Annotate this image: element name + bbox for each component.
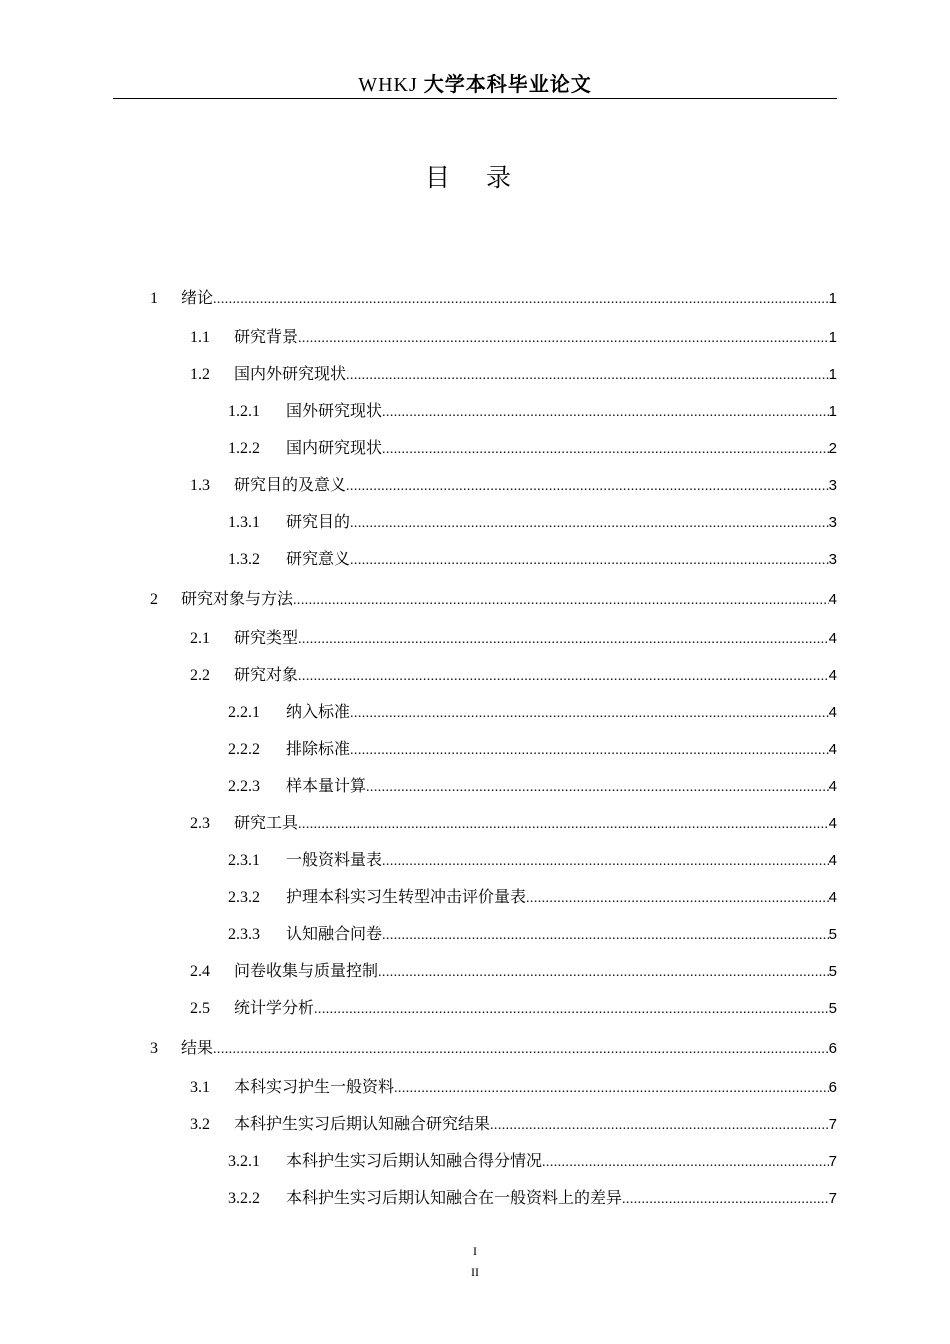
toc-leader — [382, 850, 829, 874]
toc-entry[interactable] — [228, 737, 837, 761]
toc-entry-number: 2.5 — [190, 1000, 210, 1017]
toc-entry[interactable] — [190, 1112, 837, 1136]
toc-entry-number: 1.3 — [190, 477, 210, 494]
toc-leader — [213, 1038, 829, 1062]
toc-entry-number: 3 — [150, 1040, 158, 1057]
toc-entry-title: 研究工具 — [234, 813, 299, 832]
toc-entry[interactable] — [190, 959, 837, 983]
toc-entry-title: 本科护生实习后期认知融合研究结果 — [234, 1114, 491, 1133]
toc-entry-page: 4 — [828, 815, 837, 832]
toc-entry-title: 本科护生实习后期认知融合得分情况 — [286, 1151, 543, 1170]
toc-entry-number: 2.2.2 — [228, 741, 260, 758]
toc-entry-title: 本科实习护生一般资料 — [234, 1077, 395, 1096]
toc-entry-number: 3.2.2 — [228, 1190, 260, 1207]
toc-entry-title: 研究对象与方法 — [181, 589, 294, 608]
toc-entry-number: 2.3.2 — [228, 889, 260, 906]
toc-entry[interactable] — [190, 325, 837, 349]
toc-entry-title: 研究目的及意义 — [234, 475, 347, 494]
toc-entry-number: 2.2 — [190, 667, 210, 684]
page-number: I — [473, 1244, 477, 1258]
toc-leader — [314, 998, 829, 1022]
toc-entry[interactable] — [190, 362, 837, 386]
toc-leader — [382, 438, 829, 462]
toc-title: 目 录 — [425, 163, 525, 192]
toc-entry[interactable] — [228, 885, 837, 909]
toc-entry-number: 2.3 — [190, 815, 210, 832]
header-latin: WHKJ — [358, 74, 424, 96]
toc-entry[interactable] — [190, 626, 837, 650]
toc-entry-page: 5 — [828, 1000, 837, 1017]
toc-entry[interactable] — [228, 700, 837, 724]
toc-entry-title: 研究意义 — [286, 549, 351, 568]
toc-entry-number: 1.3.1 — [228, 514, 260, 531]
toc-leader — [542, 1151, 829, 1175]
toc-leader — [394, 1077, 829, 1101]
toc-leader — [346, 364, 829, 388]
toc-entry-title: 样本量计算 — [286, 776, 367, 795]
toc-entry-title: 研究类型 — [234, 628, 299, 647]
toc-entry[interactable] — [150, 1036, 837, 1060]
toc-entry[interactable] — [190, 996, 837, 1020]
toc-leader — [298, 327, 829, 351]
toc-entry-number: 1.2.2 — [228, 440, 260, 457]
toc-entry-number: 1.2.1 — [228, 403, 260, 420]
toc-entry-number: 1.3.2 — [228, 551, 260, 568]
toc-entry-page: 4 — [828, 889, 837, 906]
toc-entry-number: 1.2 — [190, 366, 210, 383]
page-number-secondary: II — [471, 1265, 479, 1279]
toc-entry-page: 1 — [828, 329, 837, 346]
toc-entry-number: 1 — [150, 290, 158, 307]
toc-entry-title: 认知融合问卷 — [286, 924, 383, 943]
toc-entry-page: 3 — [828, 551, 837, 568]
toc-entry-page: 7 — [828, 1116, 837, 1133]
toc-entry-page: 5 — [828, 963, 837, 980]
header-title: 大学本科毕业论文 — [423, 72, 592, 96]
toc-entry[interactable] — [228, 436, 837, 460]
toc-entry-title: 国内研究现状 — [286, 438, 383, 457]
toc-entry-title: 研究背景 — [234, 327, 299, 346]
toc-entry-page: 7 — [828, 1153, 837, 1170]
toc-entry-title: 问卷收集与质量控制 — [234, 961, 379, 980]
toc-entry-number: 2.3.3 — [228, 926, 260, 943]
toc-entry[interactable] — [228, 547, 837, 571]
toc-leader — [350, 702, 829, 726]
toc-leader — [526, 887, 829, 911]
toc-entry-number: 3.2.1 — [228, 1153, 260, 1170]
toc-leader — [382, 401, 829, 425]
toc-entry-title: 纳入标准 — [286, 702, 351, 721]
toc-entry[interactable] — [190, 473, 837, 497]
toc-leader — [490, 1114, 829, 1138]
toc-entry[interactable] — [228, 1186, 837, 1210]
toc-entry-page: 4 — [828, 667, 837, 684]
toc-entry-title: 结果 — [181, 1038, 214, 1057]
toc-entry-page: 2 — [828, 440, 837, 457]
toc-entry-page: 7 — [828, 1190, 837, 1207]
toc-entry-page: 1 — [828, 366, 837, 383]
toc-entry-title: 本科护生实习后期认知融合在一般资料上的差异 — [286, 1188, 623, 1207]
toc-leader — [350, 549, 829, 573]
toc-entry-page: 4 — [828, 778, 837, 795]
toc-entry-title: 国外研究现状 — [286, 401, 383, 420]
toc-entry-number: 3.2 — [190, 1116, 210, 1133]
toc-entry-page: 1 — [828, 403, 837, 420]
toc-leader — [382, 924, 829, 948]
toc-entry[interactable] — [228, 510, 837, 534]
toc-leader — [366, 776, 829, 800]
toc-leader — [378, 961, 829, 985]
toc-entry-number: 2.3.1 — [228, 852, 260, 869]
toc-entry-page: 3 — [828, 477, 837, 494]
toc-leader — [350, 512, 829, 536]
toc-entry-number: 1.1 — [190, 329, 210, 346]
toc-entry-title: 一般资料量表 — [286, 850, 383, 869]
toc-entry-page: 4 — [828, 852, 837, 869]
toc-entry-title: 统计学分析 — [234, 998, 315, 1017]
toc-entry[interactable] — [228, 922, 837, 946]
toc-entry-number: 2.1 — [190, 630, 210, 647]
toc-leader — [298, 665, 829, 689]
toc-entry-number: 2 — [150, 591, 158, 608]
toc-leader — [622, 1188, 829, 1212]
toc-entry-page: 4 — [828, 704, 837, 721]
toc-entry[interactable] — [190, 663, 837, 687]
toc-entry-number: 2.4 — [190, 963, 210, 980]
toc-leader — [298, 813, 829, 837]
toc-leader — [350, 739, 829, 763]
toc-entry-page: 1 — [828, 290, 837, 307]
toc-entry[interactable] — [228, 774, 837, 798]
toc-entry-title: 绪论 — [181, 288, 214, 307]
toc-entry-page: 5 — [828, 926, 837, 943]
toc-entry-number: 2.2.1 — [228, 704, 260, 721]
toc-entry[interactable] — [150, 286, 837, 310]
toc-entry[interactable] — [150, 587, 837, 611]
toc-entry-page: 4 — [828, 741, 837, 758]
toc-entry-title: 护理本科实习生转型冲击评价量表 — [286, 887, 527, 906]
toc-entry[interactable] — [228, 1149, 837, 1173]
toc-entry[interactable] — [190, 1075, 837, 1099]
toc-leader — [346, 475, 829, 499]
toc-entry-title: 排除标准 — [286, 739, 351, 758]
toc-entry-title: 研究对象 — [234, 665, 299, 684]
toc-entry-page: 6 — [828, 1079, 837, 1096]
toc-entry[interactable] — [228, 848, 837, 872]
toc-entry-page: 6 — [828, 1040, 837, 1057]
toc-leader — [293, 589, 829, 613]
toc-entry-page: 3 — [828, 514, 837, 531]
toc-entry[interactable] — [228, 399, 837, 423]
toc-leader — [213, 288, 829, 312]
toc-entry-page: 4 — [828, 591, 837, 608]
toc-leader — [298, 628, 829, 652]
toc-entry-title: 研究目的 — [286, 512, 351, 531]
toc-entry-title: 国内外研究现状 — [234, 364, 347, 383]
toc-entry-number: 2.2.3 — [228, 778, 260, 795]
toc-entry[interactable] — [190, 811, 837, 835]
toc-entry-page: 4 — [828, 630, 837, 647]
toc-entry-number: 3.1 — [190, 1079, 210, 1096]
